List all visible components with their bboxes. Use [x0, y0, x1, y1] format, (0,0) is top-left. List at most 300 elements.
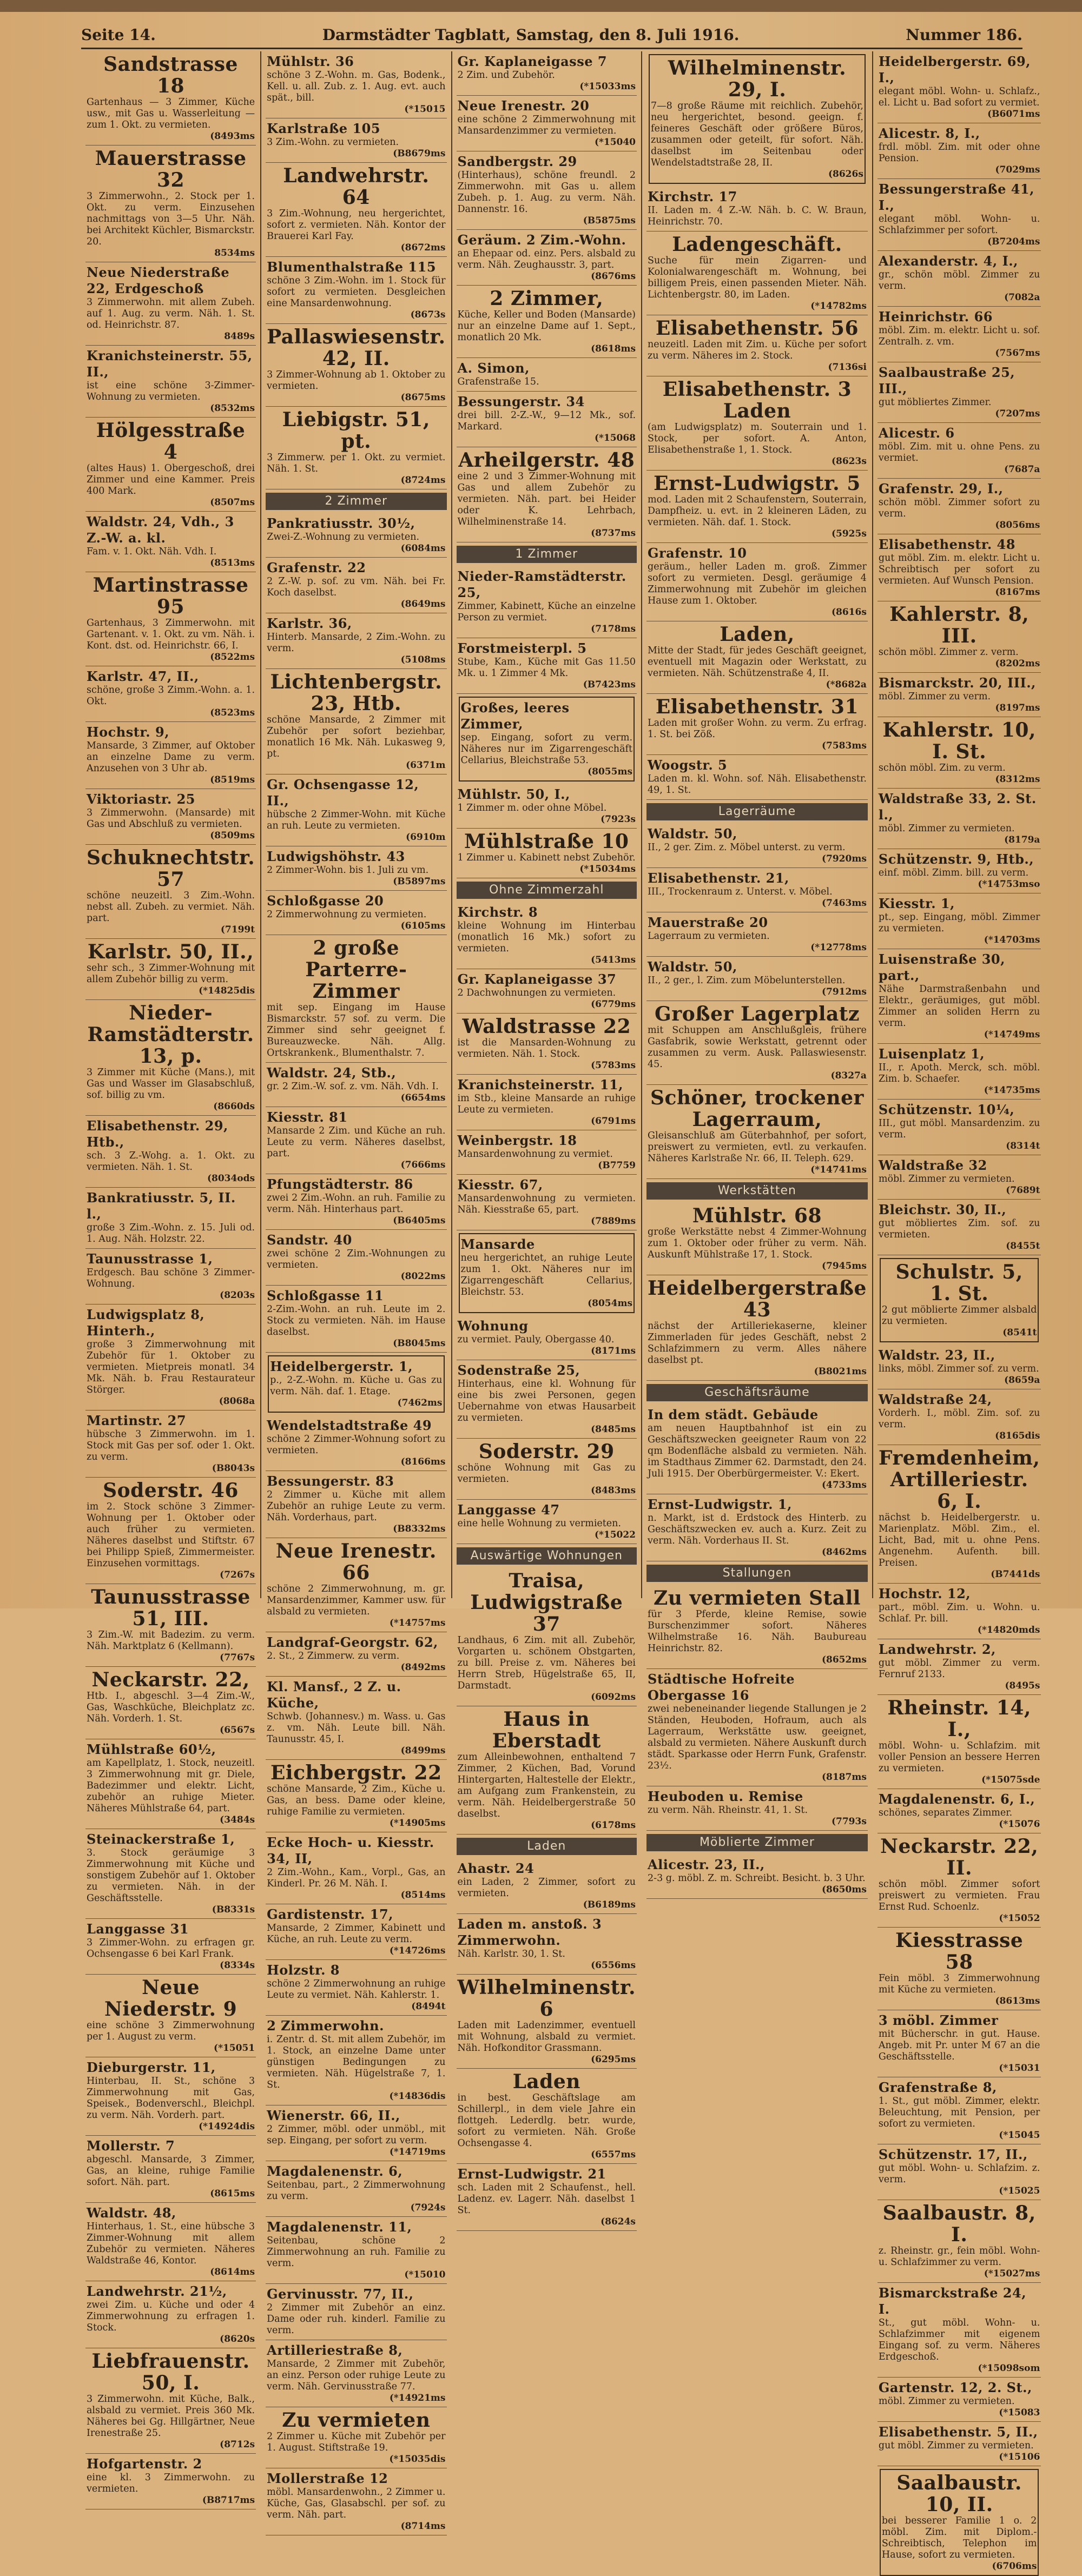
classified-ad	[266, 1760, 446, 1832]
ad-body: ist eine schöne 3-Zimmer-Wohnung zu vermieten.	[87, 380, 255, 402]
ad-reference-code: (5783ms	[591, 1060, 636, 1071]
ad-body: sch. 3 Z.-Wohg. a. 1. Okt. zu vermieten. Näh. 1. St.	[87, 1150, 255, 1173]
ad-headline: Magdalenenstr. 6,	[267, 2163, 403, 2179]
ad-reference-code: (8166ms	[400, 1456, 446, 1467]
ad-headline: Woogstr. 5	[648, 757, 728, 773]
ad-body: große 3 Zim.-Wohn. z. 15. Juli od. 1. Aug. Näh. Holzstr. 22.	[87, 1222, 255, 1244]
ad-body: gut möbl. Zimmer zu vermieten.	[878, 2440, 1034, 2451]
ad-reference-code: (B7423ms	[583, 679, 636, 690]
ad-reference-code: (*15010	[404, 2269, 446, 2280]
classified-ad	[878, 1345, 1041, 1389]
classified-ad	[878, 601, 1041, 673]
ad-headline: Waldstr. 23, II.,	[878, 1347, 995, 1363]
ad-body: 3 Zimmer mit Küche (Mans.), mit Gas und Wasser im Glasabschluß, sof. billig zu vm.	[87, 1067, 255, 1101]
classified-ad	[646, 1585, 868, 1669]
ad-headline: Elisabethenstr. 21,	[648, 870, 789, 886]
ad-reference-code: (8672ms	[400, 242, 446, 253]
classified-ad	[85, 2281, 256, 2348]
ad-body: Näh. Karlstr. 30, 1. St.	[457, 1949, 565, 1959]
ad-headline: Elisabethenstr. 5, II.,	[878, 2424, 1038, 2440]
classified-ad	[266, 2217, 446, 2284]
ad-headline: Taunusstrasse 51, III.	[91, 1586, 250, 1630]
ad-body: 2 Zimmer mit Zubehör an einz. Dame oder ruh. kinderl. Familie zu verm.	[267, 2302, 446, 2336]
ad-body: Gartenhaus, 3 Zimmerwohn. mit Gartenant. v. 1. Okt. zu vm. Näh. i. Kont. dst. od. Heinrichstr. 66, I.	[87, 618, 255, 651]
ad-body: pt., sep. Eingang, möbl. Zimmer zu vermieten.	[878, 912, 1040, 934]
ad-body: Htb. I., abgeschl. 3—4 Zim.-W., Gas, Waschküche, Bleichplatz zc. Näh. Vorderh. 1. St.	[87, 1691, 255, 1724]
ad-body: Gartenhaus — 3 Zimmer, Küche usw., mit Gas u. Wasserleitung — zum 1. Okt. zu vermieten.	[87, 97, 255, 130]
ad-headline: Elisabethenstr. 31	[655, 696, 859, 718]
ad-reference-code: (8492ms	[400, 1662, 446, 1673]
ad-headline: Blumenthalstraße 115	[267, 259, 437, 275]
classified-ad	[268, 1355, 444, 1413]
ad-reference-code: (B7759	[598, 1160, 636, 1171]
ad-reference-code: (8312ms	[995, 774, 1040, 785]
ad-headline: Gr. Kaplaneigasse 7	[457, 54, 608, 69]
ad-body: möbl. Zimmer zu vermieten.	[878, 823, 1015, 834]
ad-body: mod. Laden mit 2 Schaufenstern, Souterrain, Dampfheiz. u. evt. in 2 kleineren Läden, zu vermieten. Näh. daf. 1. Stock.	[648, 494, 867, 528]
ad-reference-code: (8187ms	[821, 1772, 867, 1783]
section-heading: Werkstätten	[646, 1182, 868, 1200]
ad-headline: Luisenplatz 1,	[878, 1046, 985, 1062]
ad-headline: Fremdenheim, Artilleriestr. 6, I.	[878, 1447, 1040, 1513]
ad-reference-code: (*14753mso	[978, 879, 1040, 890]
ad-body: 2 Dachwohnungen zu vermieten.	[457, 988, 616, 998]
classified-ad	[457, 1175, 637, 1230]
ad-reference-code: (8165dis	[995, 1431, 1040, 1441]
ad-reference-code: (6084ms	[400, 543, 446, 554]
classified-ad	[457, 286, 637, 358]
ad-headline: 2 große Parterre-Zimmer	[305, 937, 407, 1003]
ad-reference-code: (*14921ms	[389, 2393, 446, 2403]
ad-body: Laden m. kl. Wohn. sof. Näh. Elisabethenstr. 49, 1. St.	[648, 773, 867, 796]
classified-ad	[266, 51, 446, 118]
classified-ad	[878, 673, 1041, 717]
ad-reference-code: (8616s	[831, 607, 867, 618]
classified-ad	[85, 512, 256, 572]
ad-headline: Forstmeisterpl. 5	[457, 640, 587, 656]
ad-body: Stube, Kam., Küche mit Gas 11.50 Mk. u. 1 Zimmer 4 Mk.	[457, 657, 636, 679]
ad-reference-code: (*15098som	[978, 2363, 1040, 2374]
ad-reference-code: (*15076	[999, 1819, 1040, 1830]
ad-headline: Waldstrasse 22	[462, 1015, 631, 1038]
ad-headline: Karlstr. 47, II.,	[87, 668, 199, 684]
ad-headline: Elisabethenstr. 29, Htb.,	[87, 1118, 228, 1150]
ad-headline: Großer Lagerplatz	[655, 1003, 860, 1025]
ad-headline: Laden m. anstoß. 3 Zimmerwohn.	[457, 1916, 602, 1948]
ad-body: III., Trockenraum z. Unterst. v. Möbel.	[648, 886, 833, 897]
ad-body: schöne, große 3 Zimm.-Wohn. a. 1. Okt.	[87, 685, 255, 707]
ad-reference-code: (8179a	[1004, 835, 1040, 845]
ad-body: im Stb., kleine Mansarde an ruhige Leute zu vermieten.	[457, 1093, 636, 1115]
ad-reference-code: (*15031	[999, 2063, 1040, 2074]
classified-ad	[878, 849, 1041, 893]
ad-headline: Schloßgasse 11	[267, 1288, 384, 1303]
ad-reference-code: (6567s	[220, 1725, 255, 1736]
ad-reference-code: (B8045ms	[393, 1338, 446, 1349]
ad-reference-code: (8514ms	[400, 1890, 446, 1900]
ad-column-3	[452, 51, 643, 2227]
ad-reference-code: (8495s	[1005, 1680, 1040, 1691]
ad-headline: Waldstr. 50,	[648, 959, 737, 975]
ad-headline: Laden	[512, 2070, 580, 2093]
ad-body: II. Laden m. 4 Z.-W. Näh. b. C. W. Braun, Heinrichstr. 70.	[648, 205, 867, 227]
classified-ad	[878, 949, 1041, 1044]
ad-headline: Waldstraße 32	[878, 1157, 987, 1173]
ad-headline: In dem städt. Gebäude	[648, 1407, 819, 1422]
ad-reference-code: (B5875ms	[583, 215, 636, 226]
classified-ad	[646, 315, 868, 376]
ad-body: schön möbl. Zimmer sofort zu verm.	[878, 497, 1040, 519]
ad-headline: Kahlerstr. 10, I. St.	[882, 719, 1036, 763]
ad-body: Zimmer, Kabinett, Küche an einzelne Person zu vermiet.	[457, 601, 636, 623]
ad-reference-code: (5413ms	[591, 955, 636, 965]
ad-body: eine schöne 3 Zimmerwohnung per 1. August zu verm.	[87, 2020, 255, 2042]
ad-body: mit Schuppen am Anschlußgleis, frühere Gasfabrik, sowie Werkstatt, getrennt oder zusammen zu verm. Ausk. Pallaswiesenstr. 45.	[648, 1025, 867, 1070]
ad-reference-code: (8614ms	[210, 2267, 255, 2277]
ad-body: Schwb. (Johannesv.) m. Wass. u. Gas z. vm. Näh. Leute bill. Näh. Taunusstr. 45, I.	[267, 1711, 446, 1745]
ad-column-4	[642, 51, 873, 1895]
ad-body: Hinterb. Mansarde, 2 Zim.-Wohn. zu verm.	[267, 632, 446, 654]
classified-ad	[457, 1858, 637, 1914]
ad-reference-code: (7793s	[831, 1816, 867, 1827]
ad-reference-code: (8659a	[1004, 1375, 1040, 1386]
ad-reference-code: (8714ms	[400, 2521, 446, 2532]
classified-ad	[266, 774, 446, 846]
ad-body: III., gut möbl. Mansardenzim. zu verm.	[878, 1118, 1040, 1140]
classified-ad	[878, 1445, 1041, 1584]
classified-ad	[878, 2283, 1041, 2378]
ad-body: 2 Zim. und Zubehör.	[457, 70, 555, 81]
ad-body: Laden mit großer Wohn. zu verm. Zu erfrag. 1. St. bei Zöß.	[648, 718, 867, 740]
ad-body: II., 2 ger., l. Zim. zum Möbelunterstellen.	[648, 975, 846, 986]
ad-reference-code: (*15051	[214, 2043, 255, 2054]
ad-headline: Mansarde	[460, 1236, 535, 1252]
ad-headline: Hofgartenstr. 2	[87, 2456, 202, 2472]
classified-ad	[457, 2164, 637, 2231]
classified-ad	[457, 1360, 637, 1439]
ad-reference-code: (8675ms	[400, 392, 446, 403]
ad-headline: Kranichsteinerstr. 11,	[457, 1077, 624, 1092]
ad-headline: Elisabethenstr. 48	[878, 537, 1015, 552]
ad-body: 3 Zimmerwohn., 2. Stock per 1. Okt. zu verm. Einzusehen nachmittags von 3—5 Uhr. Näh. bei Architekt Küchler, Bismarckstr. 20.	[87, 191, 255, 247]
ad-body: 3 Zimmerwohn. mit Küche, Balk., alsbald zu vermiet. Preis 360 Mk. Näheres bei Gg. Hillgärtner, Neue Irenestraße 25.	[87, 2394, 255, 2439]
classified-ad	[878, 51, 1041, 123]
ad-body: schön möbl. Zim. zu verm.	[878, 763, 1006, 773]
ad-reference-code: (6178ms	[591, 1820, 636, 1831]
classified-ad	[646, 1203, 868, 1275]
ad-reference-code: (B8331s	[212, 1904, 255, 1915]
classified-ad	[646, 621, 868, 694]
ad-reference-code: 8534ms	[214, 248, 255, 259]
ad-body: nächst der Artilleriekaserne, kleiner Zimmerladen für jedes Geschäft, nebst 2 Schlafzimmern zu verm. Alles nähere daselbst pt.	[648, 1321, 867, 1366]
ad-headline: Neue Irenestr. 66	[275, 1540, 437, 1584]
ad-reference-code: (8650ms	[821, 1884, 867, 1895]
ad-headline: Wohnung	[457, 1318, 529, 1334]
ad-headline: Ludwigsplatz 8, Hinterh.,	[87, 1307, 205, 1339]
ad-reference-code: (*14735ms	[984, 1085, 1040, 1096]
ad-reference-code: (*14741ms	[810, 1164, 867, 1175]
ad-reference-code: (6092ms	[591, 1692, 636, 1703]
ad-body: kleine Wohnung im Hinterbau (monatlich 16 Mk.) sofort zu vermieten.	[457, 921, 636, 954]
ad-body: eine schöne 2 Zimmerwohnung mit Mansardenzimmer zu vermieten.	[457, 114, 636, 136]
classified-ad	[85, 1739, 256, 1829]
classified-ad	[85, 1919, 256, 1975]
ad-headline: Mollerstr. 7	[87, 2138, 175, 2154]
classified-ad	[878, 1200, 1041, 1255]
ad-headline: Schloßgasse 20	[267, 893, 384, 909]
ad-body: hübsche 3 Zimmerwohn. im 1. Stock mit Gas per sof. oder 1. Okt. zu verm.	[87, 1429, 255, 1462]
ad-headline: Dieburgerstr. 11,	[87, 2060, 216, 2075]
ad-reference-code: (*15022	[594, 1529, 636, 1540]
ad-reference-code: (6105ms	[400, 921, 446, 931]
ad-headline: Langgasse 47	[457, 1502, 560, 1518]
classified-ad	[646, 912, 868, 957]
ad-body: (am Ludwigsplatz) m. Souterrain und 1. Stock, per sofort. A. Anton, Elisabethenstraße 1, 1. Stock.	[648, 422, 867, 455]
classified-ad	[85, 1478, 256, 1584]
ad-body: Lagerraum zu vermieten.	[648, 931, 770, 942]
classified-ad	[646, 1786, 868, 1831]
classified-ad	[646, 543, 868, 621]
classified-ad	[878, 789, 1041, 849]
ad-body: Vorderh. I., möbl. Zim. sof. zu verm.	[878, 1408, 1040, 1430]
classified-ad	[646, 471, 868, 543]
classified-ad	[878, 1389, 1041, 1445]
section-heading: Lagerräume	[646, 803, 868, 820]
ad-reference-code: (7207ms	[995, 408, 1040, 419]
ad-body: neuzeitl. Laden mit Zim. u. Küche per sofort zu verm. Näheres im 2. Stock.	[648, 339, 867, 361]
classified-ad	[266, 1632, 446, 1677]
ad-body: Seitenbau, schöne 2 Zimmerwohnung an ruh. Familie zu verm.	[267, 2235, 446, 2269]
ad-reference-code: (*14905ms	[389, 1818, 446, 1829]
ad-body: schöne Wohnung mit Gas zu vermieten.	[457, 1462, 636, 1485]
classified-ad	[878, 479, 1041, 534]
section-heading: Laden	[457, 1838, 637, 1855]
classified-ad	[266, 513, 446, 558]
ad-headline: Wienerstr. 66, II.,	[267, 2108, 400, 2123]
ad-body: Mansardenwohnung zu vermieten. Näh. Kiesstraße 65, part.	[457, 1193, 636, 1215]
ad-reference-code: (*14726ms	[389, 1945, 446, 1956]
page-number: Seite 14.	[81, 25, 156, 44]
ad-headline: Bleichstr. 30, II.,	[878, 1202, 1007, 1217]
ad-body: schöne 2 Zimmerwohnung an ruhige Leute zu vermiet. Näh. Kahlerstr. 1.	[267, 1978, 446, 2001]
classified-ad	[457, 1075, 637, 1130]
ad-reference-code: (8022ms	[400, 1271, 446, 1282]
ad-reference-code: (*14749ms	[984, 1029, 1040, 1040]
ad-body: 3 Zimmerw. per 1. Okt. zu vermiet. Näh. 1. St.	[267, 452, 446, 474]
classified-ad	[457, 902, 637, 969]
ad-reference-code: (8171ms	[591, 1346, 636, 1356]
ad-headline: Alicestr. 8, I.,	[878, 125, 980, 141]
classified-ad	[878, 423, 1041, 479]
ad-reference-code: (*15033ms	[579, 81, 636, 92]
ad-body: große Werkstätte nebst 4 Zimmer-Wohnung zum 1. Oktober oder früher zu verm. Näh. Auskunft Mühlstraße 17, 1. Stock.	[648, 1227, 867, 1260]
ad-reference-code: (8532ms	[210, 403, 255, 414]
classified-ad	[266, 1174, 446, 1230]
ad-reference-code: (8034ods	[207, 1173, 255, 1184]
classified-ad	[878, 717, 1041, 789]
ad-reference-code: (6706ms	[992, 2561, 1037, 2572]
ad-body: möbl. Zim. m. elektr. Licht u. sof. Zentralh. z. vm.	[878, 325, 1040, 347]
classified-ad	[457, 358, 637, 392]
ad-headline: Ernst-Ludwigstr. 1,	[648, 1496, 792, 1512]
section-heading: Geschäftsräume	[646, 1384, 868, 1401]
ad-headline: Soderstr. 29	[478, 1440, 615, 1463]
ad-reference-code: (7889ms	[591, 1216, 636, 1227]
ad-reference-code: (8068a	[219, 1396, 255, 1407]
ad-reference-code: (*12778ms	[810, 942, 867, 953]
ad-body: Küche, Keller und Boden (Mansarde) nur an einzelne Dame auf 1. Sept., monatlich 20 Mk.	[457, 309, 636, 343]
ad-headline: Soderstr. 46	[103, 1479, 239, 1502]
ad-headline: Schützenstr. 9, Htb.,	[878, 851, 1034, 867]
classified-ad	[266, 1832, 446, 1904]
ad-headline: Saalbaustr. 8, I.	[882, 2202, 1036, 2246]
ad-reference-code: (5108ms	[400, 654, 446, 665]
classified-ad	[878, 2200, 1041, 2283]
ad-headline: Neue Niederstr. 9	[104, 1976, 237, 2021]
classified-ad	[266, 1107, 446, 1174]
ad-headline: Schuknechtstr. 57	[87, 846, 255, 891]
ad-body: gut möbl. Zimmer zu verm. Fernruf 2133.	[878, 1658, 1040, 1680]
ad-body: zu vermiet. Pauly, Obergasse 40.	[457, 1334, 615, 1345]
ad-headline: Neue Irenestr. 20	[457, 98, 590, 114]
ad-headline: Wilhelminenstr. 6	[457, 1976, 636, 2021]
classified-ad	[457, 1014, 637, 1075]
classified-ad	[646, 1669, 868, 1786]
ad-headline: Waldstraße 33, 2. St. l.,	[878, 791, 1037, 823]
ad-reference-code: (*14757ms	[389, 1618, 446, 1628]
classified-ad	[646, 187, 868, 231]
ad-reference-code: (7923s	[601, 814, 636, 825]
classified-ad	[457, 566, 637, 638]
ad-body: ist die Mansarden-Wohnung zu vermieten. Näh. 1. Stock.	[457, 1037, 636, 1059]
ad-headline: Neckarstr. 22, II.	[880, 1835, 1039, 1879]
ad-reference-code: (8541t	[1002, 1327, 1037, 1338]
classified-ad	[266, 2105, 446, 2161]
ad-headline: Grafenstraße 8,	[878, 2080, 997, 2095]
ad-headline: Nieder-Ramstädterstr. 13, p.	[87, 1002, 254, 1068]
ad-body: mit sep. Eingang im Hause Bismarckstr. 57 sof. zu verm. Die Zimmer sind sehr geeignet f. Bureauzwecke. Näh. Allg. Ortskrankenk., Blumenthalstr. 7.	[267, 1002, 446, 1058]
ad-headline: Ernst-Ludwigstr. 21	[457, 2166, 606, 2182]
ad-body: an Ehepaar od. einz. Pers. alsbald zu verm. Näh. Zeughausstr. 3, part.	[457, 248, 636, 270]
ad-reference-code: (8737ms	[591, 528, 636, 539]
ad-headline: Heuboden u. Remise	[648, 1789, 803, 1804]
ad-body: schöne 2 Zimmer-Wohnung sofort zu vermieten.	[267, 1434, 446, 1456]
classified-ad	[85, 572, 256, 666]
classified-ad	[266, 613, 446, 669]
ad-reference-code: (8626s	[828, 169, 863, 180]
ad-reference-code: (8623s	[831, 456, 867, 467]
classified-ad	[880, 1258, 1039, 1342]
ad-reference-code: (7199t	[220, 924, 255, 935]
ad-body: frdl. möbl. Zim. mit oder ohne Pension.	[878, 142, 1040, 164]
classified-ad	[85, 1667, 256, 1739]
ad-body: 1 Zimmer u. Kabinett nebst Zubehör.	[457, 852, 636, 863]
ad-reference-code: (8203s	[220, 1290, 255, 1301]
section-heading: Möblierte Zimmer	[646, 1834, 868, 1851]
ad-body: 2 Z.-W. p. sof. zu vm. Näh. bei Fr. Koch daselbst.	[267, 576, 446, 598]
ad-reference-code: (*15068	[594, 433, 636, 443]
ad-headline: Waldstr. 50,	[648, 826, 737, 842]
ad-headline: Lichtenbergstr. 23, Htb.	[270, 671, 443, 715]
ad-headline: Steinackerstraße 1,	[87, 1831, 235, 1847]
ad-headline: Geräum. 2 Zim.-Wohn.	[457, 232, 626, 248]
classified-ad	[457, 1439, 637, 1500]
masthead-date: Darmstädter Tagblatt, Samstag, den 8. Juli 1916.	[322, 25, 740, 44]
classified-ad	[880, 2469, 1039, 2576]
classified-ad	[85, 666, 256, 722]
ad-body: part., möbl. Zim. u. Wohn. u. Schlaf. Pr. bill.	[878, 1602, 1040, 1624]
ad-headline: Karlstraße 105	[267, 121, 381, 136]
ad-reference-code: (6557ms	[591, 2149, 636, 2160]
classified-ad	[266, 1960, 446, 2016]
ad-headline: Heinrichstr. 66	[878, 309, 993, 325]
classified-ad	[85, 1000, 256, 1116]
ad-body: p., 2-Z.-Wohn. m. Küche u. Gas zu verm. Näh. daf. 1. Etage.	[270, 1375, 443, 1397]
ad-headline: Kirchstr. 17	[648, 189, 737, 204]
ad-body: Fein möbl. 3 Zimmerwohnung mit Küche zu vermieten.	[878, 1973, 1040, 1995]
ad-headline: Mühlstraße 60½,	[87, 1741, 216, 1757]
ad-body: St., gut möbl. Wohn- u. Schlafzimmer mit eigenem Eingang sof. zu verm. Näheres Erdgeschoß.	[878, 2317, 1040, 2362]
ad-reference-code: (8649ms	[400, 599, 446, 610]
ad-headline: Gr. Ochsengasse 12, II.,	[267, 777, 419, 809]
ad-headline: Magdalenenstr. 11,	[267, 2219, 412, 2235]
ad-body: 7—8 große Räume mit reichlich. Zubehör, neu hergerichtet, besond. geeign. f. feineres Geschäft oder größere Büros, zusammen oder geteilt, für sofort. Näh. daselbst im Seitenbau oder Wendelstadtstraße 28, II.	[651, 101, 863, 168]
ad-reference-code: (8055ms	[588, 766, 633, 777]
ad-reference-code: (*14719ms	[389, 2147, 446, 2157]
ad-headline: 2 Zimmer,	[490, 287, 604, 310]
ad-reference-code: (7767s	[220, 1652, 255, 1663]
classified-ad	[878, 1928, 1041, 2010]
ad-reference-code: (*14703ms	[984, 935, 1040, 945]
ad-headline: Neckarstr. 22,	[91, 1668, 250, 1691]
ad-body: 2 Zimmerwohnung zu vermieten.	[267, 909, 427, 920]
ad-headline: Ecke Hoch- u. Kiesstr. 34, II,	[267, 1835, 434, 1866]
classified-ad	[878, 307, 1041, 362]
classified-ad	[646, 868, 868, 912]
ad-reference-code: (8507ms	[210, 497, 255, 508]
ad-body: 2 Zimmer-Wohn. bis 1. Juli zu vm.	[267, 865, 429, 876]
ad-body: zum Alleinbewohnen, enthaltend 7 Zimmer, 2 Küchen, Bad, Vorund Hintergarten, Haltestelle der Elektr., am Aufgang zum Frankenstein, zu verm. Näh. Heidelbergerstraße 50 daselbst.	[457, 1752, 636, 1819]
ad-body: schöne neuzeitl. 3 Zim.-Wohn. nebst all. Zubeh. zu vermiet. Näh. part.	[87, 890, 255, 924]
ad-body: Mansardenwohnung zu vermiet.	[457, 1149, 613, 1160]
ad-headline: Nieder-Ramstädterstr. 25,	[457, 568, 626, 600]
ad-headline: Elisabethenstr. 3 Laden	[662, 378, 852, 422]
ad-body: schönes, separates Zimmer.	[878, 1807, 1013, 1818]
ad-headline: Wendelstadtstraße 49	[267, 1418, 432, 1433]
ad-reference-code: (*14836dis	[389, 2091, 446, 2102]
ad-reference-code: (B5897ms	[393, 876, 446, 887]
ad-headline: Bessungerstr. 34	[457, 394, 585, 409]
classified-ad	[266, 163, 446, 257]
classified-ad	[266, 324, 446, 407]
ad-body: möbl. Zim. mit u. ohne Pens. zu vermiet.	[878, 441, 1040, 463]
ad-reference-code: (6910m	[406, 832, 446, 843]
ad-reference-code: (B6071ms	[987, 109, 1040, 120]
classified-ad	[85, 51, 256, 145]
ad-reference-code: (*8682a	[826, 679, 867, 690]
ad-body: 2 Zimmer u. Küche mit allem Zubehör an ruhige Leute zu verm. Näh. Vorderhaus, part.	[267, 1489, 446, 1523]
classified-ad	[85, 346, 256, 418]
ad-headline: Bankratiusstr. 5, II. l.,	[87, 1190, 236, 1222]
ad-reference-code: (8509ms	[210, 830, 255, 841]
ad-body: Zwei-Z.-Wohnung zu vermieten.	[267, 532, 420, 542]
ad-headline: Bismarckstr. 20, III.,	[878, 675, 1036, 691]
classified-ad	[85, 1304, 256, 1410]
classified-ad	[878, 1584, 1041, 1639]
classified-ad	[266, 1677, 446, 1760]
classified-ad	[646, 231, 868, 315]
ad-column-5	[873, 51, 1046, 2572]
